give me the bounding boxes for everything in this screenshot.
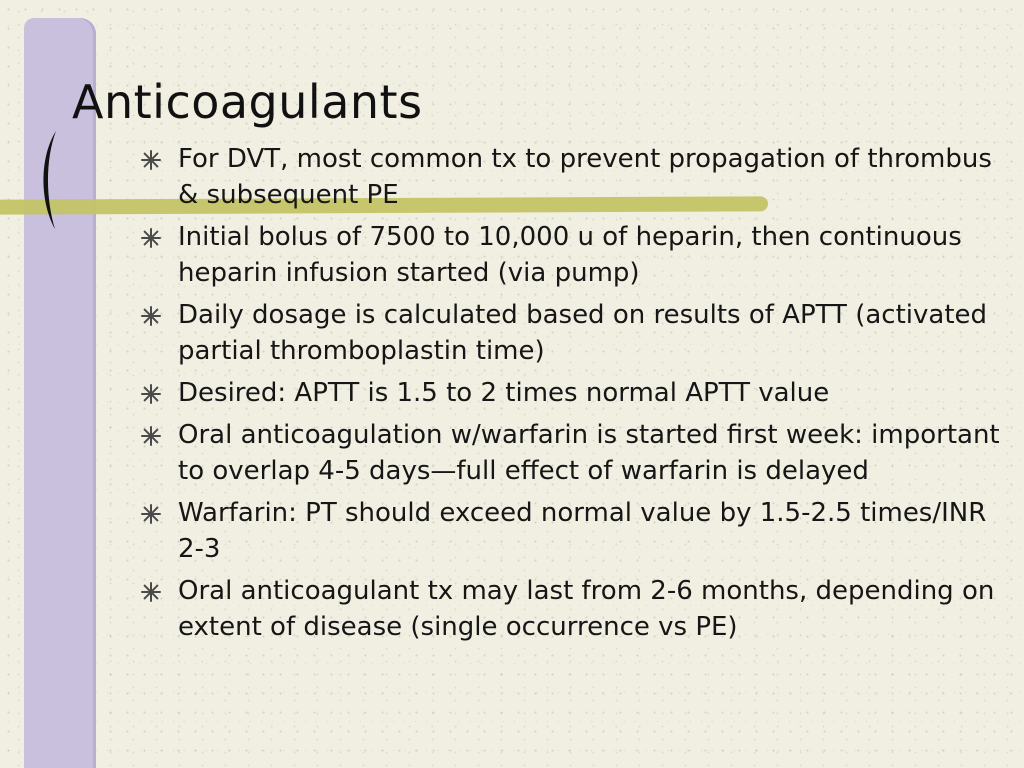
asterisk-star-icon [141,582,161,602]
list-item [141,141,1001,213]
bullet-text: Warfarin: PT should exceed normal value by 1.5-2.5 times/INR 2-3 [178,498,987,564]
list-item [141,495,1001,567]
asterisk-star-icon [141,504,161,524]
bullet-text: Oral anticoagulant tx may last from 2-6 months, depending on extent of disease (single occurrence vs PE) [178,576,995,642]
bullet-list [141,141,1001,651]
asterisk-star-icon [141,150,161,170]
asterisk-star-icon [141,306,161,326]
bullet-text: For DVT, most common tx to prevent propagation of thrombus & subsequent PE [178,144,992,210]
slide-title: Anticoagulants [72,75,423,129]
bullet-text: Desired: APTT is 1.5 to 2 times normal APTT value [178,378,830,408]
bullet-text: Daily dosage is calculated based on results of APTT (activated partial thromboplastin time) [178,300,988,366]
list-item [141,417,1001,489]
list-item [141,573,1001,645]
bracket-icon [34,128,64,232]
bullet-text: Initial bolus of 7500 to 10,000 u of heparin, then continuous heparin infusion started (via pump) [178,222,962,288]
list-item [141,219,1001,291]
asterisk-star-icon [141,228,161,248]
asterisk-star-icon [141,426,161,446]
bullet-text: Oral anticoagulation w/warfarin is started first week: important to overlap 4-5 days—full effect of warfarin is delayed [178,420,1000,486]
list-item [141,297,1001,369]
asterisk-star-icon [141,384,161,404]
list-item [141,375,1001,411]
